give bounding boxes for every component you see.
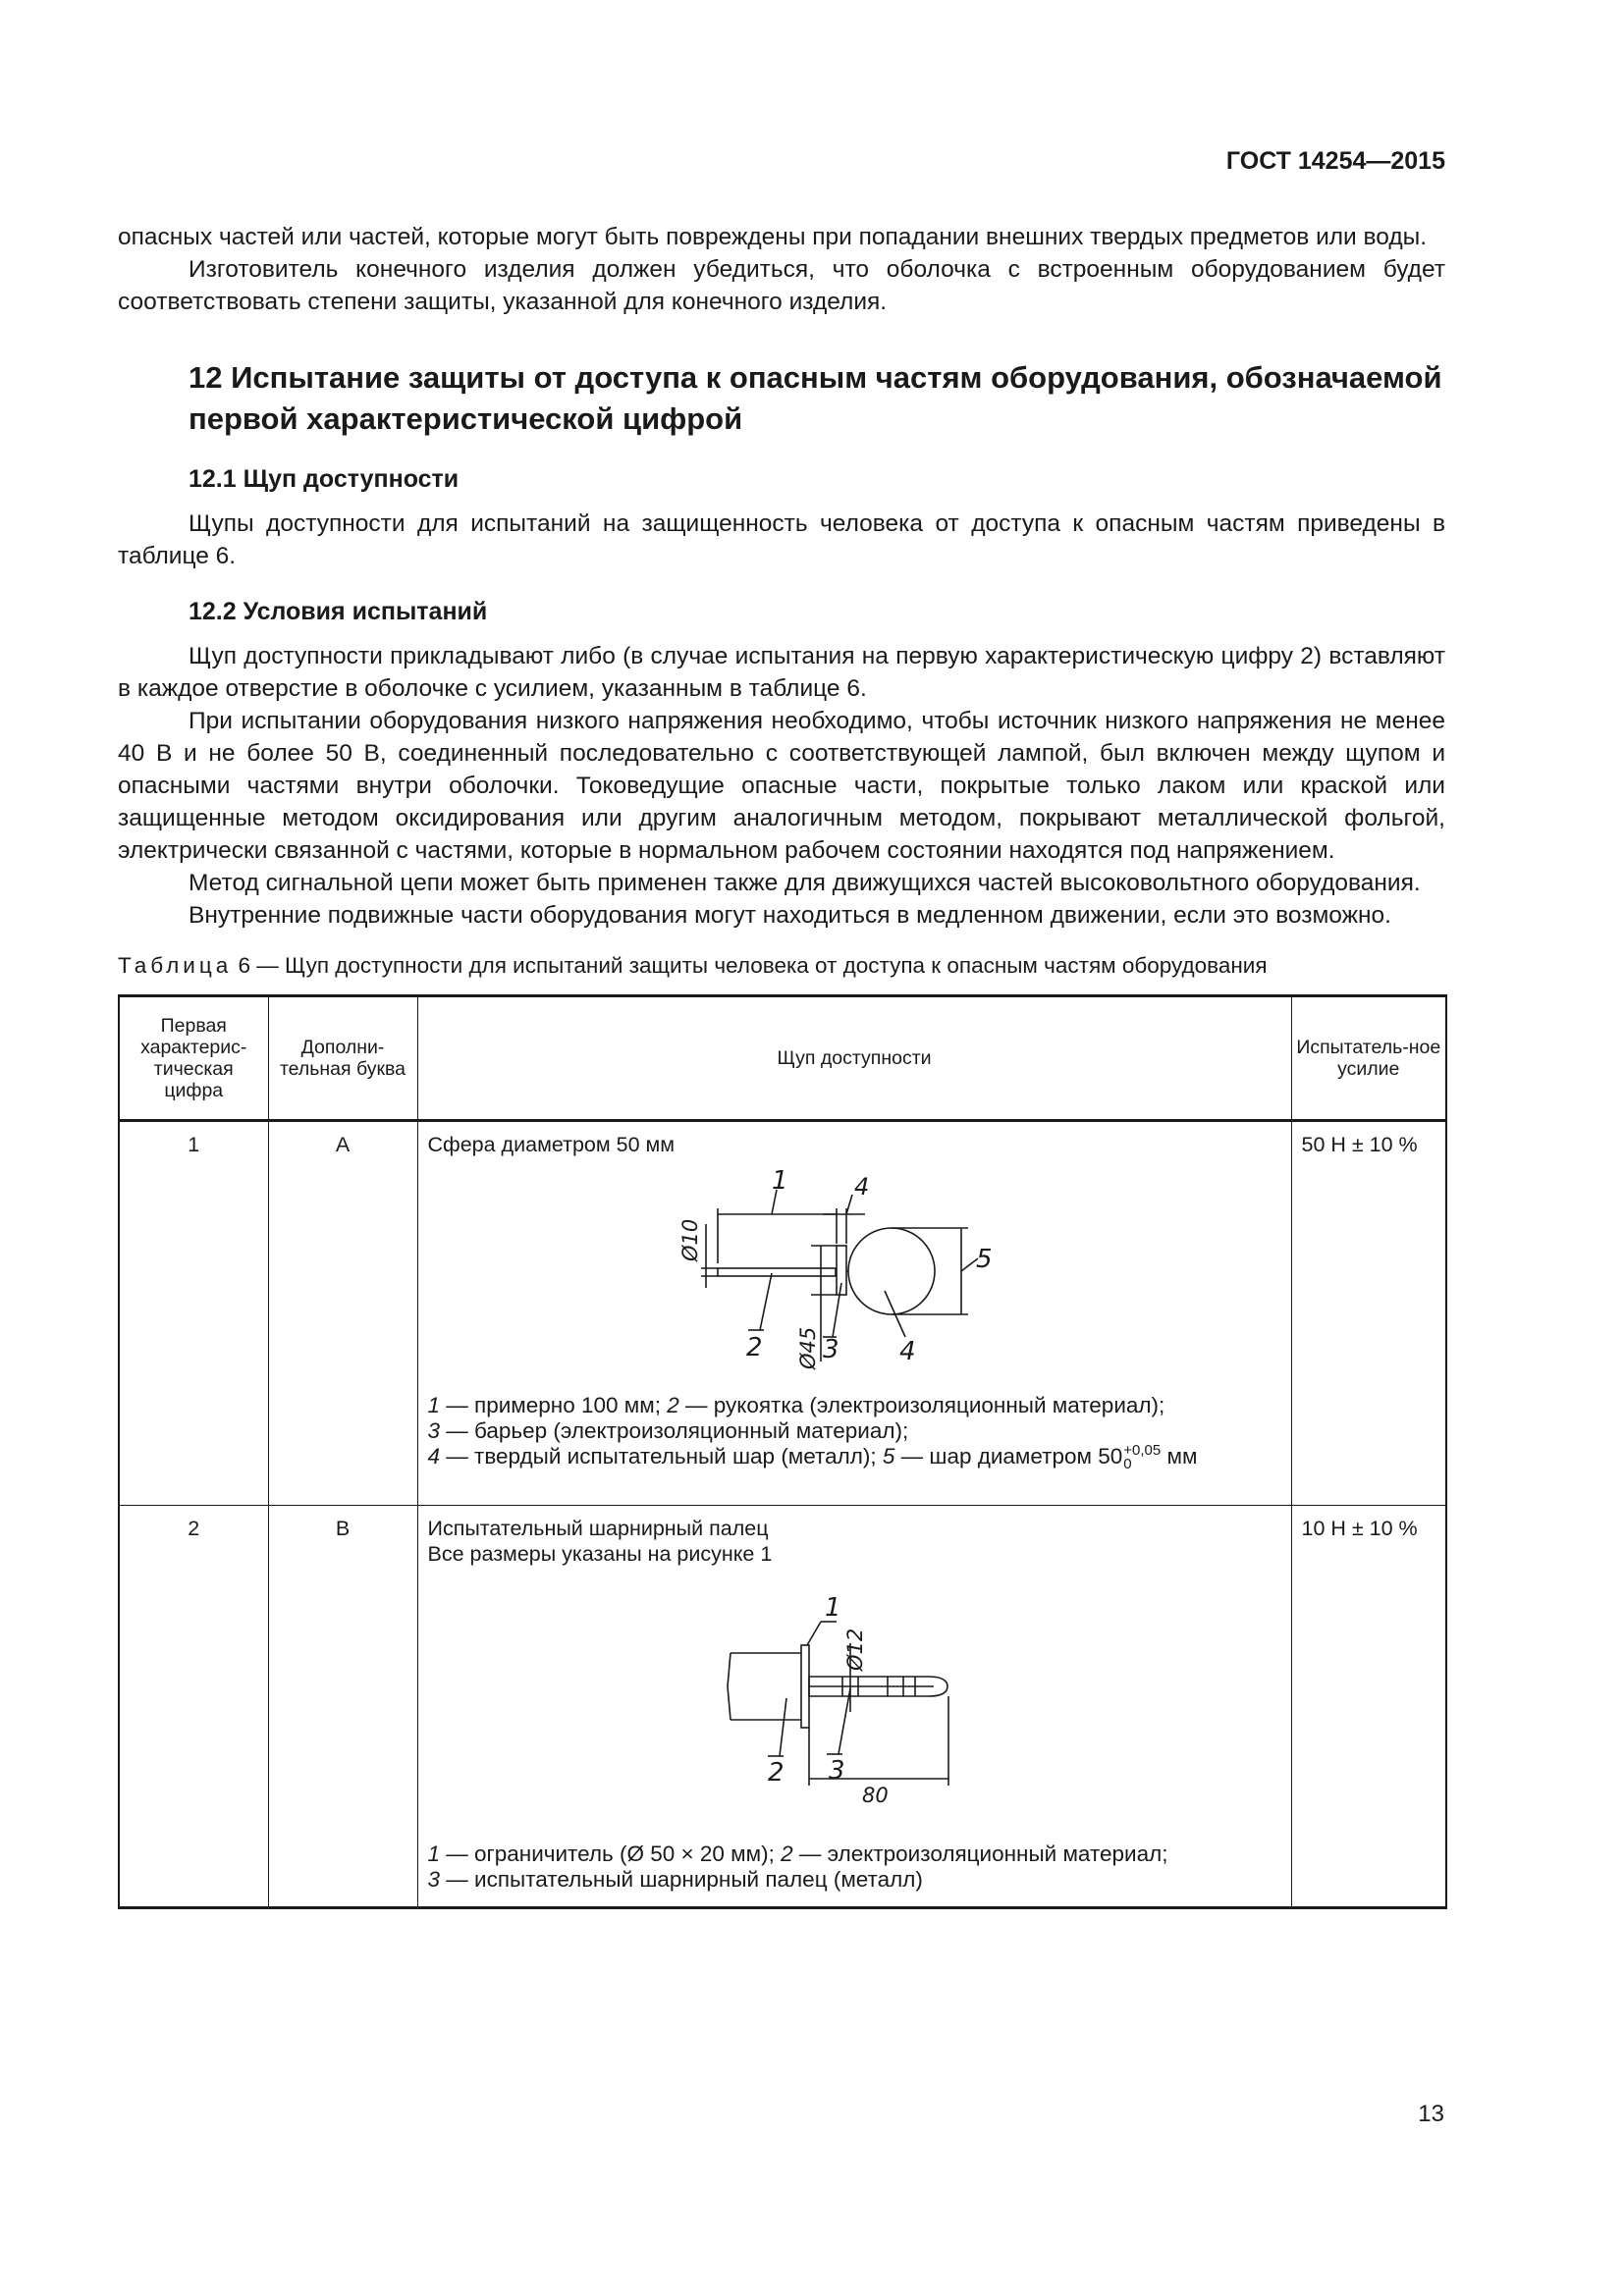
cell-force: 10 Н ± 10 % <box>1291 1506 1446 1908</box>
legend-number: 3 <box>427 1867 441 1892</box>
legend-number: 3 <box>427 1418 441 1443</box>
header-probe: Щуп доступности <box>417 996 1291 1121</box>
tolerance-lower: 0 <box>1123 1456 1132 1473</box>
figure-label-4: 4 <box>898 1337 916 1366</box>
header-first-digit: Первая характерис-тическая цифра <box>119 996 268 1121</box>
legend-number: 4 <box>427 1444 441 1468</box>
cell-probe <box>417 1121 1291 1506</box>
figure-label-3: 3 <box>828 1756 845 1786</box>
header-additional-letter: Дополни-тельная буква <box>268 996 417 1121</box>
legend-text: — рукоятка (электроизоляционный материал); <box>678 1393 1165 1417</box>
cell-letter: A <box>268 1121 417 1506</box>
legend-line <box>428 1393 1281 1418</box>
legend-line <box>428 1444 1281 1471</box>
table-caption-text: 6 — Щуп доступности для испытаний защиты человека от доступа к опасным частям оборудования <box>232 953 1268 978</box>
tolerance-upper: +0,05 <box>1123 1442 1162 1460</box>
legend-text: — примерно 100 мм; <box>440 1393 668 1417</box>
figure-label-5: 5 <box>975 1245 993 1274</box>
paragraph: Щупы доступности для испытаний на защищенность человека от доступа к опасным частям приведены в таблице 6. <box>118 510 1445 569</box>
table-caption <box>118 951 1445 981</box>
legend-number: 5 <box>882 1444 895 1468</box>
paragraph: опасных частей или частей, которые могут быть повреждены при попадании внешних твердых предметов или воды. <box>118 224 1428 250</box>
legend-text: — шар диаметром <box>894 1444 1099 1468</box>
figure-label-1: 1 <box>771 1166 788 1196</box>
legend-line <box>428 1867 1281 1893</box>
dimension-d12: Ø12 <box>842 1628 867 1671</box>
paragraph: При испытании оборудования низкого напряжения необходимо, чтобы источник низкого напряжения не менее 40 В и не более 50 В, соединенный последовательно с соответствующей лампой, был включен между щупом и опасными частями внутри оболочки. Токоведущие опасные части, покрытые только лаком или краской или защищенные методом оксидирования или другим аналогичным методом, покрывают металлической фольгой, электрически связанной с частями, которые в нормальном рабочем состоянии находятся под напряжением. <box>118 708 1445 864</box>
figure-label-1: 1 <box>824 1593 841 1623</box>
cell-letter: B <box>268 1506 417 1908</box>
probe-note: Все размеры указаны на рисунке 1 <box>427 1542 773 1566</box>
legend-text: — испытательный шарнирный палец (металл) <box>440 1867 923 1892</box>
dimension-80: 80 <box>861 1784 889 1807</box>
figure-legend <box>428 1393 1281 1471</box>
legend-number: 2 <box>781 1842 793 1866</box>
sphere-dimension: 50 <box>1098 1444 1123 1468</box>
figure-label-2: 2 <box>767 1758 785 1788</box>
legend-text: — твердый испытательный шар (металл); <box>440 1444 883 1468</box>
table-row <box>119 1506 1446 1908</box>
dimension-d10: Ø10 <box>677 1218 702 1261</box>
legend-number: 2 <box>667 1393 679 1417</box>
sphere-probe-drawing <box>418 1165 1272 1391</box>
header-test-force: Испытатель-ное усилие <box>1291 996 1446 1121</box>
page-number: 13 <box>1418 2101 1444 2127</box>
legend-number: 1 <box>427 1842 441 1866</box>
paragraph: Внутренние подвижные части оборудования могут находиться в медленном движении, если это возможно. <box>189 902 1391 929</box>
page-content <box>118 221 1445 1909</box>
paragraph: Изготовитель конечного изделия должен убедиться, что оболочка с встроенным оборудованием будет соответствовать степени защиты, указанной для конечного изделия. <box>118 256 1445 315</box>
table-caption-word: Таблица <box>118 953 233 978</box>
legend-line <box>428 1418 1281 1444</box>
tolerance <box>1123 1444 1161 1471</box>
figure-label-4: 4 <box>853 1173 869 1201</box>
cell-digit: 2 <box>119 1506 268 1908</box>
dimension-d45: Ø45 <box>795 1326 820 1369</box>
figure-label-3: 3 <box>822 1335 839 1364</box>
section-12-heading: 12 Испытание защиты от доступа к опасным частям оборудования, обозначаемой первой характеристической цифрой <box>189 360 1442 436</box>
jointed-finger-drawing <box>418 1575 1272 1840</box>
figure-label-2: 2 <box>745 1333 763 1362</box>
legend-text: — барьер (электроизоляционный материал); <box>440 1418 909 1443</box>
legend-unit: мм <box>1161 1444 1198 1468</box>
legend-text: — электроизоляционный материал; <box>792 1842 1168 1866</box>
section-12-2-heading: 12.2 Условия испытаний <box>189 598 488 625</box>
paragraph: Метод сигнальной цепи может быть применен также для движущихся частей высоковольтного оборудования. <box>189 870 1421 896</box>
figure-legend <box>428 1842 1281 1893</box>
paragraph: Щуп доступности прикладывают либо (в случае испытания на первую характеристическую цифру 2) вставляют в каждое отверстие в оболочке с усилием, указанным в таблице 6. <box>118 643 1445 702</box>
probe-name: Сфера диаметром 50 мм <box>427 1133 676 1156</box>
cell-force: 50 Н ± 10 % <box>1291 1121 1446 1506</box>
legend-number: 1 <box>427 1393 441 1417</box>
probe-table <box>118 994 1447 1909</box>
table-row <box>119 1121 1446 1506</box>
table-header-row <box>119 996 1446 1121</box>
legend-line <box>428 1842 1281 1867</box>
cell-probe <box>417 1506 1291 1908</box>
probe-name: Испытательный шарнирный палец <box>427 1517 769 1540</box>
cell-digit: 1 <box>119 1121 268 1506</box>
legend-text: — ограничитель (Ø 50 × 20 мм); <box>440 1842 782 1866</box>
document-id: ГОСТ 14254—2015 <box>1225 147 1445 175</box>
section-12-1-heading: 12.1 Щуп доступности <box>189 465 460 493</box>
